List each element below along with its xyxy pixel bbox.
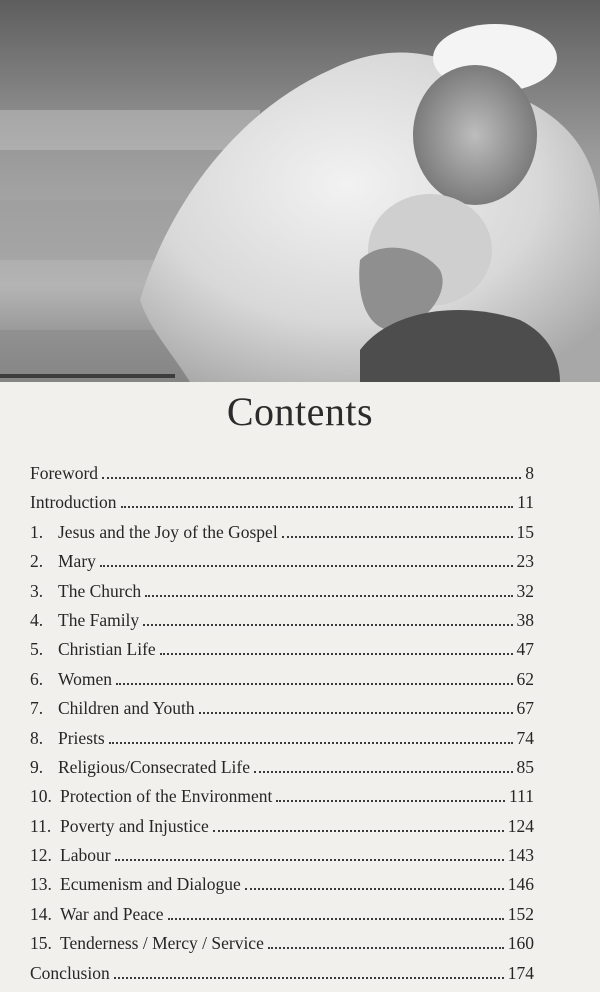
toc-entry-title: Conclusion <box>30 962 110 983</box>
toc-entry-title: Children and Youth <box>58 698 195 719</box>
toc-entry <box>30 492 534 521</box>
toc-dot-leader <box>254 771 513 773</box>
toc-entry <box>30 581 534 610</box>
toc-entry-number: 1. <box>30 521 44 542</box>
toc-dot-leader <box>168 918 504 920</box>
toc-entry-title: Foreword <box>30 463 99 483</box>
toc-entry-title: The Family <box>58 609 140 630</box>
toc-entry-title: The Church <box>58 580 142 601</box>
toc-dot-leader <box>160 653 513 655</box>
toc-entry-title: Tenderness / Mercy / Service <box>60 933 264 954</box>
toc-entry-title: Jesus and the Joy of the Gospel <box>58 521 278 542</box>
toc-entry-page-number: 111 <box>509 786 534 807</box>
toc-entry <box>30 786 534 815</box>
toc-entry <box>30 933 534 962</box>
toc-entry-title: Religious/Consecrated Life <box>58 756 250 777</box>
toc-entry-page-number: 15 <box>516 521 534 542</box>
toc-entry-number: 6. <box>30 668 44 689</box>
toc-dot-leader <box>145 595 512 597</box>
toc-entry-page-number: 146 <box>507 874 534 895</box>
toc-entry-title: Labour <box>60 845 111 866</box>
toc-entry-page-number: 47 <box>516 639 534 660</box>
toc-entry-title: Ecumenism and Dialogue <box>60 874 241 895</box>
toc-entry-title: Introduction <box>30 492 117 513</box>
toc-entry-page-number: 32 <box>516 580 534 601</box>
toc-entry-number: 2. <box>30 551 44 572</box>
toc-entry-page-number: 11 <box>517 492 534 513</box>
toc-entry-title: Poverty and Injustice <box>60 815 209 836</box>
toc-entry <box>30 845 534 874</box>
toc-dot-leader <box>213 830 504 832</box>
toc-entry <box>30 522 534 551</box>
toc-entry-number: 4. <box>30 609 44 630</box>
toc-entry-page-number: 62 <box>516 668 534 689</box>
toc-dot-leader <box>276 800 505 802</box>
toc-entry-number: 10. <box>30 786 52 807</box>
toc-dot-leader <box>121 506 514 508</box>
toc-entry-number: 14. <box>30 903 52 924</box>
toc-entry <box>30 698 534 727</box>
toc-entry-page-number: 67 <box>516 698 534 719</box>
toc-entry-title: Women <box>58 668 112 689</box>
toc-entry <box>30 639 534 668</box>
toc-entry-page-number: 124 <box>507 815 534 836</box>
table-of-contents <box>30 463 534 992</box>
cover-photo <box>0 0 600 382</box>
toc-entry-page-number: 152 <box>507 903 534 924</box>
toc-dot-leader <box>245 888 504 890</box>
toc-entry-number: 15. <box>30 933 52 954</box>
toc-entry-number: 5. <box>30 639 44 660</box>
toc-entry <box>30 816 534 845</box>
toc-dot-leader <box>102 477 521 479</box>
toc-entry-title: Christian Life <box>58 639 156 660</box>
toc-entry <box>30 757 534 786</box>
toc-entry-number: 3. <box>30 580 44 601</box>
toc-dot-leader <box>282 536 513 538</box>
toc-entry-number: 12. <box>30 845 52 866</box>
toc-entry <box>30 551 534 580</box>
toc-entry <box>30 463 534 492</box>
toc-entry-title: War and Peace <box>60 903 164 924</box>
toc-dot-leader <box>109 742 513 744</box>
toc-entry-title: Priests <box>58 727 105 748</box>
toc-dot-leader <box>268 947 504 949</box>
toc-entry <box>30 728 534 757</box>
toc-entry-page-number: 74 <box>516 727 534 748</box>
toc-entry <box>30 610 534 639</box>
toc-entry-number: 8. <box>30 727 44 748</box>
toc-dot-leader <box>115 859 504 861</box>
toc-entry-title: Mary <box>58 551 96 572</box>
toc-entry-page-number: 160 <box>507 933 534 954</box>
toc-entry-page-number: 85 <box>516 756 534 777</box>
toc-entry-page-number: 143 <box>507 845 534 866</box>
toc-entry-page-number: 8 <box>525 463 534 483</box>
toc-dot-leader <box>143 624 512 626</box>
toc-entry <box>30 669 534 698</box>
toc-entry-number: 13. <box>30 874 52 895</box>
toc-entry-page-number: 23 <box>516 551 534 572</box>
toc-entry <box>30 874 534 903</box>
toc-entry-page-number: 38 <box>516 609 534 630</box>
photo-illustration <box>0 0 600 382</box>
toc-dot-leader <box>100 565 513 567</box>
toc-entry-number: 7. <box>30 698 44 719</box>
toc-dot-leader <box>199 712 513 714</box>
toc-entry-title: Protection of the Environment <box>60 786 273 807</box>
toc-dot-leader <box>116 683 513 685</box>
toc-dot-leader <box>114 977 504 979</box>
toc-entry <box>30 904 534 933</box>
page-title: Contents <box>226 389 374 434</box>
toc-entry-number: 11. <box>30 815 52 836</box>
toc-entry-page-number: 174 <box>507 962 534 983</box>
toc-entry-number: 9. <box>30 756 44 777</box>
